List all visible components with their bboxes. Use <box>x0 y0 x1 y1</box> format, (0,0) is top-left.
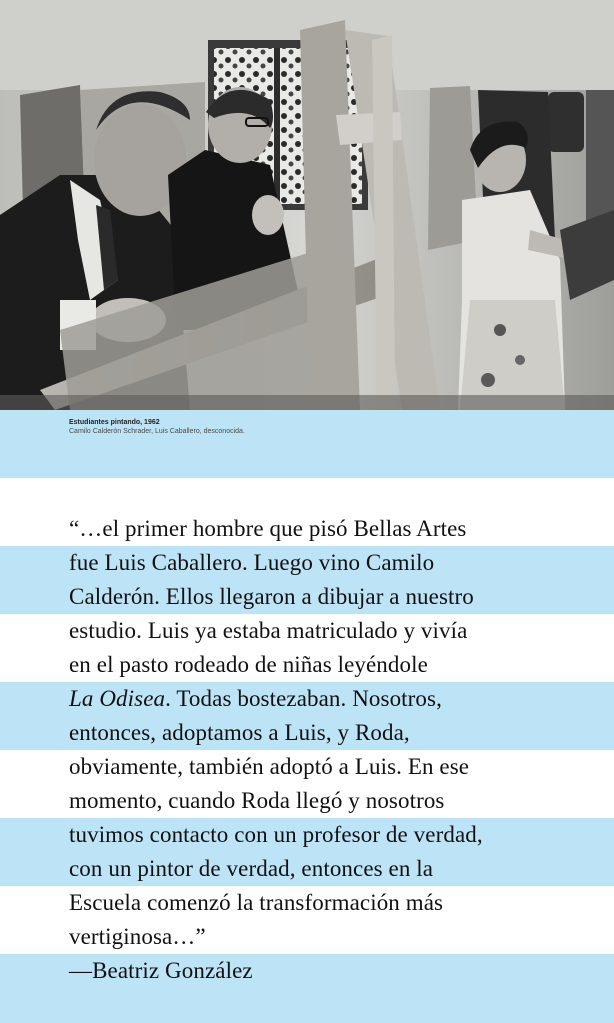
quote-line: tuvimos contacto con un profesor de verdad, <box>69 822 483 847</box>
archival-photograph <box>0 0 614 410</box>
quote-line: obviamente, también adoptó a Luis. En ese <box>69 754 470 779</box>
quote-block <box>69 512 609 988</box>
quote-line: Escuela comenzó la transformación más <box>69 890 444 915</box>
quote-line-rest: . Todas bostezaban. Nosotros, <box>165 686 442 711</box>
photo-scene <box>0 0 614 410</box>
quote-line: fue Luis Caballero. Luego vino Camilo <box>69 550 435 575</box>
quote-line: entonces, adoptamos a Luis, y Roda, <box>69 720 410 745</box>
quote-line: Calderón. Ellos llegaron a dibujar a nuestro <box>69 584 474 609</box>
caption-title: Estudiantes pintando, 1962 <box>69 419 160 426</box>
quote-line: con un pintor de verdad, entonces en la <box>69 856 434 881</box>
quote-line: vertiginosa…” <box>69 924 206 949</box>
quote-line: “…el primer hombre que pisó Bellas Artes <box>69 516 467 541</box>
book-title-italic: La Odisea <box>69 686 166 711</box>
quote-line: momento, cuando Roda llegó y nosotros <box>69 788 445 813</box>
quote-line <box>69 682 609 716</box>
quote-line: en el pasto rodeado de niñas leyéndole <box>69 652 428 677</box>
photo-caption <box>69 418 245 436</box>
quote-attribution: —Beatriz González <box>69 958 253 983</box>
caption-credit: Camilo Calderón Schrader, Luis Caballero, desconocida. <box>69 428 245 435</box>
quote-line: estudio. Luis ya estaba matriculado y vivía <box>69 618 468 643</box>
